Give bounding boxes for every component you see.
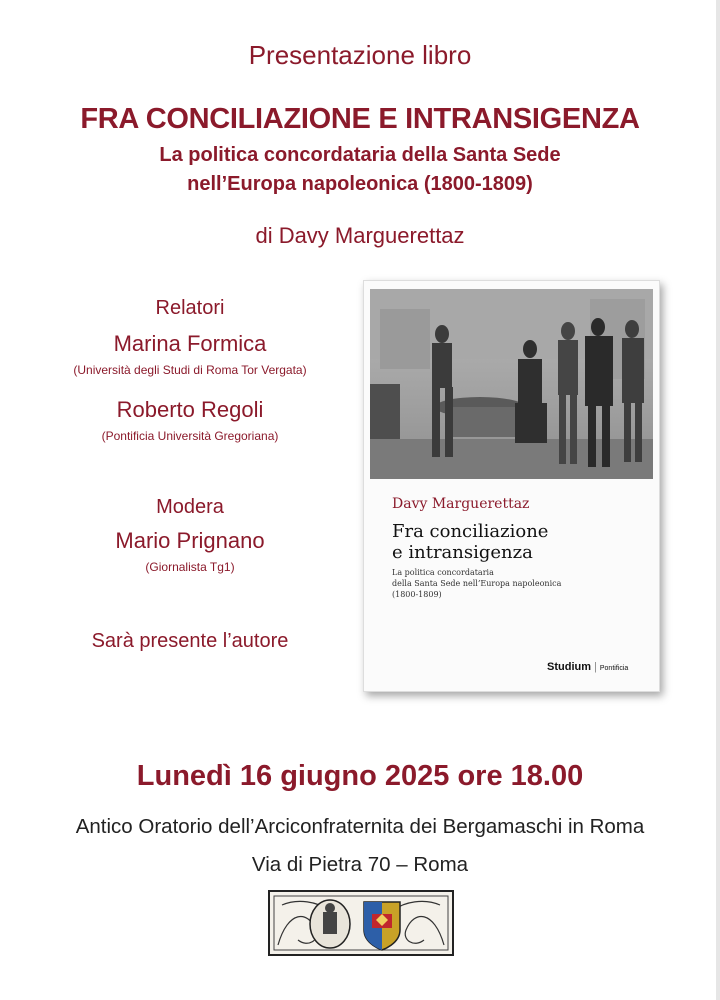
book-cover-author: Davy Marguerettaz	[392, 496, 530, 512]
book-cover-title	[392, 521, 548, 563]
publisher-series: Pontificia	[599, 665, 629, 672]
book-cover	[363, 280, 660, 692]
book-cover-sub-line-2: della Santa Sede nell’Europa napoleonica	[392, 579, 562, 588]
moderator-affiliation: (Giornalista Tg1)	[145, 560, 235, 574]
relatori-label: Relatori	[155, 297, 225, 319]
publisher-separator: |	[594, 661, 597, 673]
book-cover-engraving	[370, 289, 653, 479]
book-cover-subtitle	[392, 567, 561, 600]
book-cover-title-line-1: Fra conciliazione	[392, 521, 549, 542]
subtitle-line-1: La politica concordataria della Santa Sede	[159, 144, 561, 166]
modera-label: Modera	[156, 496, 224, 518]
book-cover-sub-line-1: La politica concordataria	[392, 568, 494, 577]
speaker-name-1: Marina Formica	[113, 331, 267, 356]
moderator-name: Mario Prignano	[115, 528, 265, 553]
author-present-note: Sarà presente l’autore	[91, 630, 289, 652]
event-date: Lunedì 16 giugno 2025 ore 18.00	[136, 760, 584, 792]
heading: Presentazione libro	[248, 40, 472, 70]
book-cover-sub-line-3: (1800-1809)	[392, 590, 442, 599]
publisher-name: Studium	[547, 661, 591, 673]
subtitle-line-2: nell’Europa napoleonica (1800-1809)	[187, 173, 533, 195]
book-title-heading: FRA CONCILIAZIONE E INTRANSIGENZA	[80, 103, 640, 135]
event-venue: Antico Oratorio dell’Arciconfraternita dei Bergamaschi in Roma	[75, 815, 645, 838]
author-line: di Davy Marguerettaz	[255, 223, 465, 248]
confraternity-emblem	[268, 890, 454, 956]
speaker-name-2: Roberto Regoli	[116, 397, 264, 422]
book-cover-title-line-2: e intransigenza	[392, 542, 533, 563]
book-publisher	[547, 661, 628, 673]
event-address: Via di Pietra 70 – Roma	[251, 853, 469, 876]
speaker-affiliation-1: (Università degli Studi di Roma Tor Vergata)	[73, 363, 307, 377]
speaker-affiliation-2: (Pontificia Università Gregoriana)	[101, 429, 279, 443]
